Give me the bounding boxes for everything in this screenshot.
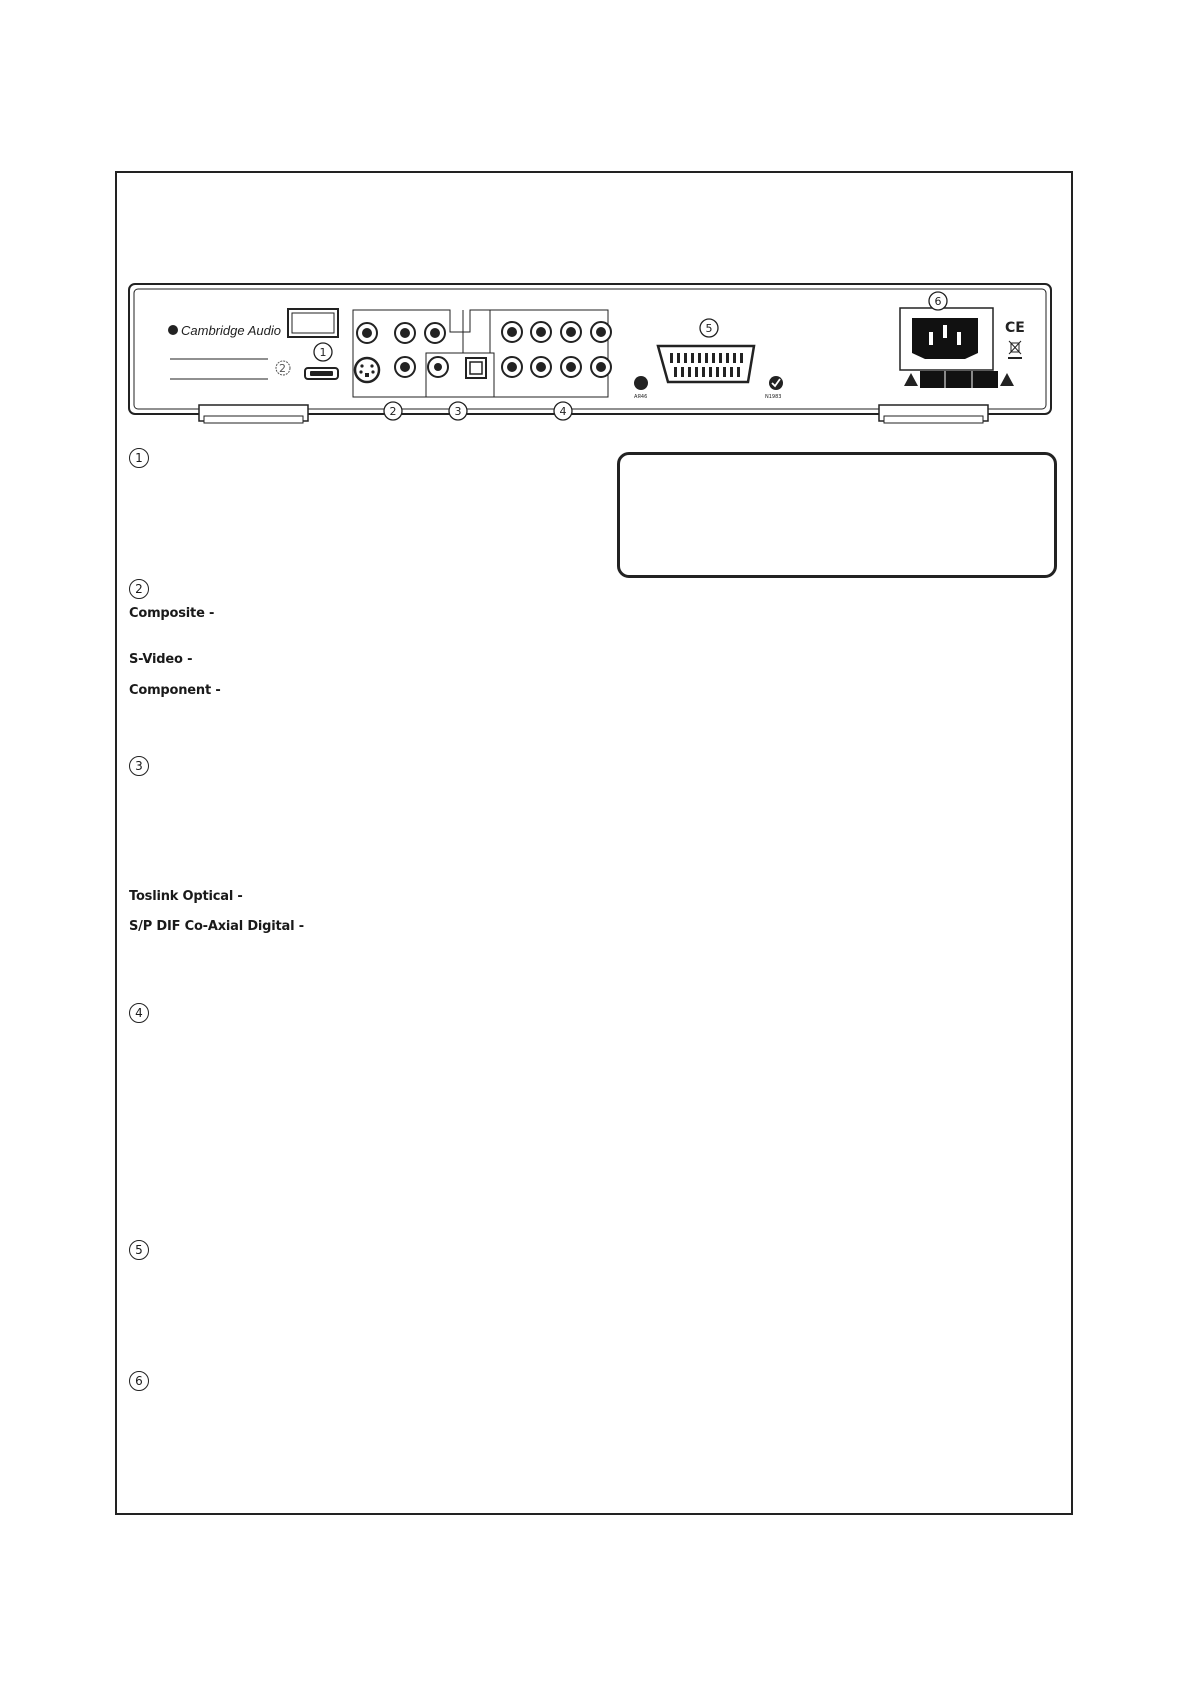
term-svideo: S-Video - — [129, 652, 193, 667]
section-4-number: 4 — [129, 1003, 149, 1023]
term-composite: Composite - — [129, 606, 215, 621]
section-2-number: 2 — [129, 579, 149, 599]
note-box — [617, 452, 1057, 578]
svg-text:3: 3 — [454, 405, 462, 418]
term-component: Component - — [129, 683, 221, 698]
svg-text:AЯ46: AЯ46 — [634, 394, 648, 400]
warning-right-icon — [1000, 373, 1014, 386]
svg-text:4: 4 — [559, 405, 567, 418]
brand-logo: Cambridge Audio — [181, 323, 281, 338]
side-badge: 2 — [279, 362, 286, 375]
warning-left-icon — [904, 373, 918, 386]
term-toslink: Toslink Optical - — [129, 889, 243, 904]
svg-text:1: 1 — [319, 346, 327, 359]
section-1-number: 1 — [129, 448, 149, 468]
section-3-number: 3 — [129, 756, 149, 776]
svg-text:6: 6 — [934, 295, 942, 308]
section-6-number: 6 — [129, 1371, 149, 1391]
cert-right-icon — [769, 376, 783, 390]
cert-left-icon — [634, 376, 648, 390]
svg-text:N1983: N1983 — [765, 394, 782, 400]
svideo-port-icon — [355, 358, 379, 382]
svg-text:2: 2 — [389, 405, 397, 418]
ce-mark: CE — [1005, 320, 1025, 336]
rear-panel-diagram — [120, 275, 1060, 435]
term-spdif: S/P DIF Co-Axial Digital - — [129, 919, 304, 934]
svg-text:5: 5 — [705, 322, 713, 335]
brand-logo-icon — [168, 325, 178, 335]
section-5-number: 5 — [129, 1240, 149, 1260]
weee-bin-icon — [1008, 341, 1022, 358]
power-socket-icon — [912, 318, 978, 359]
